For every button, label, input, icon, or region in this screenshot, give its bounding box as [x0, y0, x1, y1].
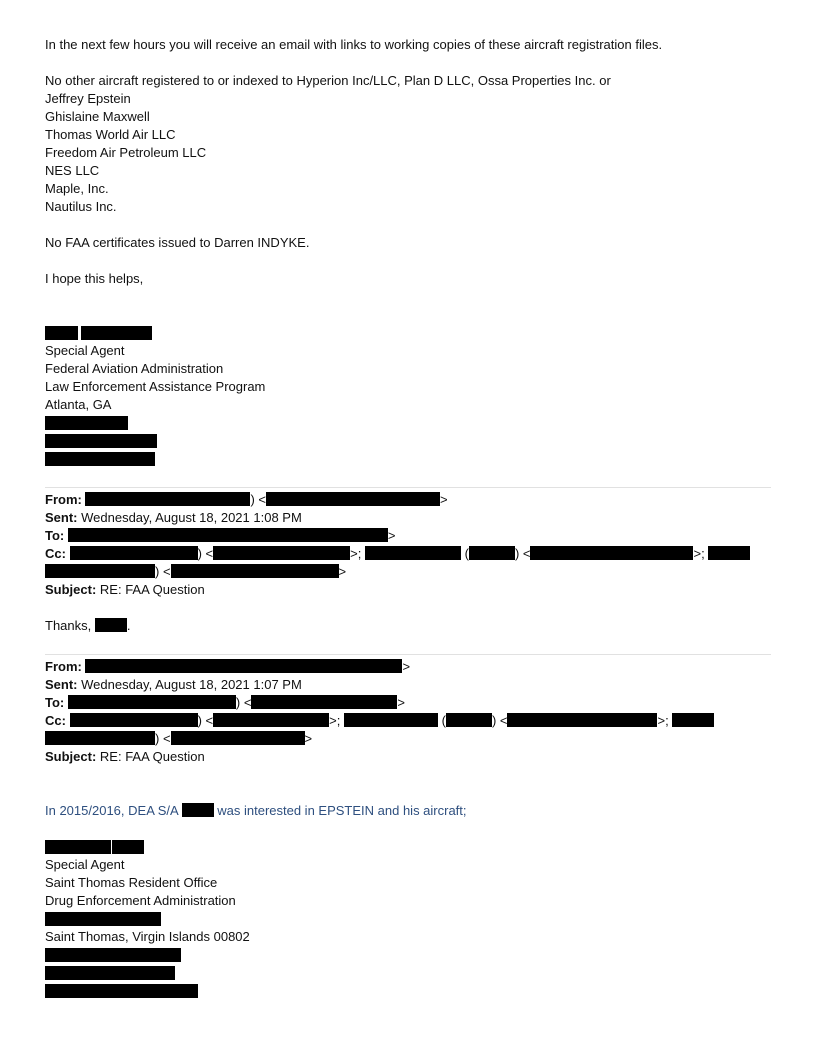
- email2-subject: Subject: RE: FAA Question: [45, 749, 205, 764]
- redaction: [45, 966, 175, 980]
- redaction: [365, 546, 461, 560]
- sig1-program: Law Enforcement Assistance Program: [45, 379, 266, 394]
- email1-body: Thanks, .: [45, 618, 131, 633]
- redaction: [45, 416, 128, 430]
- divider: [45, 654, 771, 655]
- sig2-address: Saint Thomas, Virgin Islands 00802: [45, 929, 250, 944]
- redaction: [85, 492, 250, 506]
- email2-to: To: ) < >: [45, 695, 406, 710]
- email2-from: From: >: [45, 659, 411, 674]
- no-cert-line: No FAA certificates issued to Darren INDYKE.: [45, 235, 310, 250]
- redaction: [81, 326, 152, 340]
- sig1-title: Special Agent: [45, 343, 125, 358]
- redaction: [85, 659, 402, 673]
- redaction: [708, 546, 750, 560]
- redaction: [171, 731, 305, 745]
- entity-6: Maple, Inc.: [45, 181, 109, 196]
- entity-1: Jeffrey Epstein: [45, 91, 131, 106]
- redaction: [95, 618, 127, 632]
- entity-3: Thomas World Air LLC: [45, 127, 176, 142]
- redaction: [213, 546, 350, 560]
- redaction: [182, 803, 214, 817]
- redaction: [507, 713, 657, 727]
- redaction: [266, 492, 440, 506]
- divider: [45, 487, 771, 488]
- redaction: [68, 695, 236, 709]
- intro-line-1: In the next few hours you will receive an email with links to working copies of these aircraft registration files.: [45, 37, 663, 52]
- redaction: [45, 984, 198, 998]
- email2-cc: Cc: ) < >; ( ) < >;: [45, 713, 714, 729]
- email2-sent: Sent: Wednesday, August 18, 2021 1:07 PM: [45, 677, 302, 692]
- redaction: [45, 326, 78, 340]
- sig2-agency: Drug Enforcement Administration: [45, 893, 236, 908]
- redaction: [45, 564, 155, 578]
- entity-5: NES LLC: [45, 163, 100, 178]
- redaction: [70, 713, 198, 727]
- redaction: [45, 434, 157, 448]
- redaction: [251, 695, 397, 709]
- sig1-location: Atlanta, GA: [45, 397, 112, 412]
- email1-cc: Cc: ) < >; ( ) < >;: [45, 546, 750, 562]
- closing-line: I hope this helps,: [45, 271, 144, 286]
- email1-to: To: >: [45, 528, 396, 543]
- redaction: [530, 546, 693, 560]
- entity-7: Nautilus Inc.: [45, 199, 117, 214]
- sig2-office: Saint Thomas Resident Office: [45, 875, 218, 890]
- redaction: [45, 731, 155, 745]
- redaction: [45, 912, 161, 926]
- intro-line-2: No other aircraft registered to or indexed to Hyperion Inc/LLC, Plan D LLC, Ossa Properties Inc. or: [45, 73, 611, 88]
- redaction: [171, 564, 339, 578]
- entity-4: Freedom Air Petroleum LLC: [45, 145, 207, 160]
- redaction: [68, 528, 388, 542]
- email1-subject: Subject: RE: FAA Question: [45, 582, 205, 597]
- redaction: [213, 713, 329, 727]
- sig2-title: Special Agent: [45, 857, 125, 872]
- redaction: [70, 546, 198, 560]
- email1-cc-cont: ) < >: [45, 564, 346, 580]
- redaction: [112, 840, 144, 854]
- redaction: [45, 452, 155, 466]
- entity-2: Ghislaine Maxwell: [45, 109, 150, 124]
- redaction: [45, 840, 111, 854]
- sig1-agency: Federal Aviation Administration: [45, 361, 224, 376]
- email1-sent: Sent: Wednesday, August 18, 2021 1:08 PM: [45, 510, 302, 525]
- redaction: [469, 546, 515, 560]
- email1-from: From: ) < >: [45, 492, 448, 507]
- redaction: [45, 948, 181, 962]
- email2-cc-cont: ) < >: [45, 731, 312, 747]
- email2-body: In 2015/2016, DEA S/A was interested in EPSTEIN and his aircraft;: [45, 803, 467, 818]
- redaction: [446, 713, 492, 727]
- redaction: [344, 713, 438, 727]
- redaction: [672, 713, 714, 727]
